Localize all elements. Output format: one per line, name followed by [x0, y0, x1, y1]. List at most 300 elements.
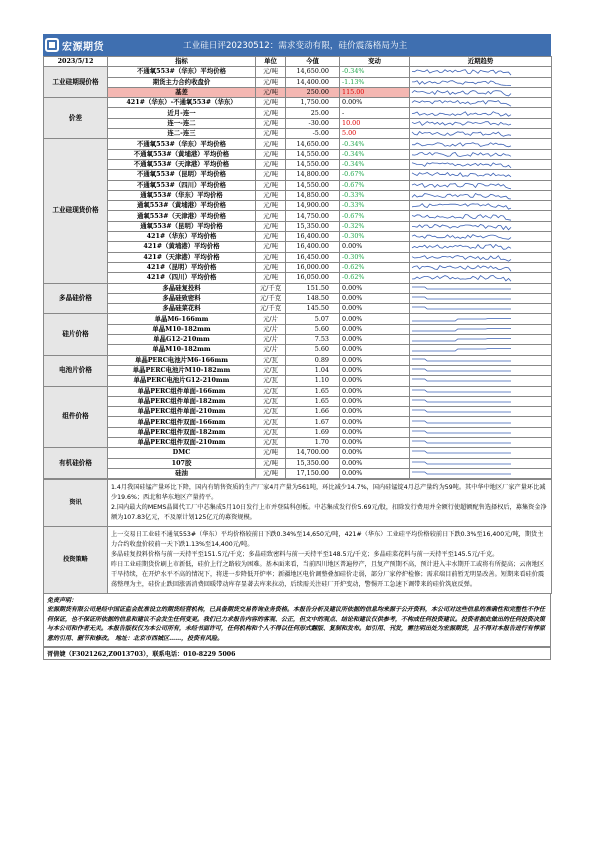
sparkline-line	[412, 307, 511, 309]
unit-cell: 元/吨	[256, 129, 286, 139]
sparkline-line	[412, 235, 511, 240]
unit-cell: 元/吨	[256, 77, 286, 87]
indicator-name: 多晶硅致密料	[108, 293, 256, 303]
sparkline-line	[412, 328, 511, 331]
unit-cell: 元/吨	[256, 87, 286, 97]
table-row	[44, 273, 552, 283]
sparkline-line	[412, 421, 511, 423]
change-cell: -0.34%	[340, 67, 410, 77]
sparkline-chart	[410, 304, 513, 313]
trend-sparkline	[410, 77, 552, 87]
value-cell: 17,150.00	[286, 468, 340, 478]
unit-cell: 元/千克	[256, 304, 286, 314]
sparkline-chart	[410, 253, 513, 262]
sparkline-chart	[410, 356, 513, 365]
disclaimer-text: 宏源期货有限公司是经中国证监会批准设立的期货经营机构，已具备期货交易咨询业务资格。本报告分析及建议所依据的信息均来源于公开资料，本公司对这些信息的准确性和完整性不作任何保证，也不保证所依据的信息和建议不会发生任何变更。我们已力求报告内容的客观、公正，但文中的观点、结论和建议仅供参考，不构成任何投资建议。投资者据此做出的任何投资决策与本公司和作者无关。本报告版权仅为本公司所有，未经书面许可，任何机构和个人不得以任何形式翻版、复制和发布。如引用、刊发，需注明出处为宏源期货，且不得对本报告进行有悖原意的引用、删节和修改。	[47, 606, 546, 642]
trend-sparkline	[410, 87, 552, 97]
table-row	[44, 180, 552, 190]
unit-cell: 元/片	[256, 345, 286, 355]
indicator-name: DMC	[108, 448, 256, 458]
sparkline-line	[412, 369, 511, 371]
sparkline-chart	[410, 418, 513, 427]
value-cell: 14,400.00	[286, 77, 340, 87]
sparkline-chart	[410, 191, 513, 200]
value-cell: -5.00	[286, 129, 340, 139]
strategy-paragraph: 昨日工业硅期货价刷上市新低，硅价上行之路较为困难。基本面来看，当前四川地区普遍停产，且复产预期不高，预计进入丰水期开工或将有所提高；云南地区干旱持续，在开炉水平不高的情况下，将进一步降低开炉率；新疆地区电价调整叠加硅价走弱，部分厂家停炉检修；需求端目前暂无明显改善。短期来看硅价震荡整理为主，硅价止跌回涨需消费回暖带动库存显著去库来拉动，后续需关注硅厂开炉变动，警惕开工急速下调带来的硅价筑底反弹。	[111, 560, 545, 588]
value-cell: 1.65	[286, 396, 340, 406]
change-cell: 115.00	[340, 87, 410, 97]
sparkline-chart	[410, 201, 513, 210]
strategy-paragraph: 多晶硅复投料价格与前一天持平至151.5元/千克；多晶硅致密料与前一天持平至148.5元/千克；多晶硅菜花料与前一天持平至145.5元/千克。	[111, 550, 499, 558]
sparkline-chart	[410, 428, 513, 437]
table-row	[44, 365, 552, 375]
strategy-label: 投资策略	[44, 526, 108, 593]
company-logo	[45, 37, 115, 53]
sparkline-line	[412, 245, 511, 250]
unit-cell: 元/吨	[256, 221, 286, 231]
trend-sparkline	[410, 149, 552, 159]
trend-sparkline	[410, 262, 552, 272]
trend-sparkline	[410, 283, 552, 293]
sparkline-line	[412, 194, 511, 200]
table-row	[44, 283, 552, 293]
change-cell: 0.00%	[340, 407, 410, 417]
indicator-name: 421#（华东）平均价格	[108, 232, 256, 242]
report-page	[43, 34, 551, 660]
category-label: 电池片价格	[44, 355, 108, 386]
unit-cell: 元/吨	[256, 252, 286, 262]
price-table	[43, 56, 552, 479]
indicator-name: 单晶G12-210mm	[108, 335, 256, 345]
trend-sparkline	[410, 365, 552, 375]
indicator-name: 不通氧553#（华东）平均价格	[108, 67, 256, 77]
value-cell: 1.67	[286, 417, 340, 427]
trend-sparkline	[410, 98, 552, 108]
table-row	[44, 232, 552, 242]
unit-cell: 元/瓦	[256, 386, 286, 396]
trend-sparkline	[410, 129, 552, 139]
indicator-name: 单晶PERC组件单面-166mm	[108, 386, 256, 396]
sparkline-chart	[410, 407, 513, 416]
unit-cell: 元/吨	[256, 190, 286, 200]
sparkline-line	[412, 349, 511, 352]
table-row	[44, 201, 552, 211]
change-cell: -0.67%	[340, 180, 410, 190]
sparkline-line	[412, 359, 511, 361]
change-cell: 0.00%	[340, 355, 410, 365]
unit-cell: 元/片	[256, 324, 286, 334]
value-cell: 14,900.00	[286, 201, 340, 211]
sparkline-line	[412, 122, 511, 126]
unit-cell: 元/瓦	[256, 376, 286, 386]
table-header-row	[44, 57, 552, 67]
disclaimer-heading: 免责声明：	[47, 596, 78, 604]
logo-mark-icon	[45, 38, 59, 52]
value-cell: 14,550.00	[286, 149, 340, 159]
table-row	[44, 67, 552, 77]
sparkline-line	[412, 224, 511, 229]
value-cell: 250.00	[286, 87, 340, 97]
sparkline-chart	[410, 212, 513, 221]
category-label: 有机硅价格	[44, 448, 108, 479]
indicator-name: 421#（天津港）平均价格	[108, 252, 256, 262]
change-cell: 0.00%	[340, 335, 410, 345]
unit-cell: 元/吨	[256, 201, 286, 211]
sparkline-line	[412, 142, 511, 146]
category-label: 多晶硅价格	[44, 283, 108, 314]
sparkline-line	[412, 410, 511, 412]
sparkline-chart	[410, 469, 513, 478]
indicator-name: 107胶	[108, 458, 256, 468]
sparkline-chart	[410, 366, 513, 375]
indicator-name: 单晶PERC电池片M6-166mm	[108, 355, 256, 365]
value-cell: 1.04	[286, 365, 340, 375]
change-cell: -0.67%	[340, 170, 410, 180]
disclaimer	[43, 594, 551, 647]
value-cell: 15,350.00	[286, 458, 340, 468]
news-paragraph: 1.4月我国硅锰产量环比下降，国内有销售资质的生产厂家4月产量为561吨，环比减少14.7%，国内硅锰锭4月总产量约为59吨。其中华中地区厂家产量环比减少19.6%；西北和华东地区产量持平。	[111, 483, 546, 501]
sparkline-chart	[410, 284, 513, 293]
sparkline-chart	[410, 335, 513, 344]
change-cell: -0.33%	[340, 201, 410, 211]
trend-sparkline	[410, 345, 552, 355]
sparkline-chart	[410, 109, 513, 118]
change-cell: -0.62%	[340, 273, 410, 283]
change-cell: -	[340, 108, 410, 118]
trend-sparkline	[410, 211, 552, 221]
table-row	[44, 355, 552, 365]
unit-cell: 元/千克	[256, 293, 286, 303]
change-cell: 0.00%	[340, 324, 410, 334]
table-row	[44, 262, 552, 272]
indicator-name: 不通氧553#（黄埔港）平均价格	[108, 149, 256, 159]
disclaimer-tail: 地址：北京市西城区……，投资有风险。	[115, 634, 224, 642]
unit-cell: 元/瓦	[256, 365, 286, 375]
sparkline-chart	[410, 273, 513, 282]
trend-sparkline	[410, 180, 552, 190]
trend-sparkline	[410, 190, 552, 200]
indicator-name: 近月-连一	[108, 108, 256, 118]
indicator-name: 单晶M6-166mm	[108, 314, 256, 324]
sparkline-chart	[410, 160, 513, 169]
strategy-content	[108, 526, 552, 593]
unit-cell: 元/吨	[256, 211, 286, 221]
change-cell: -0.34%	[340, 159, 410, 169]
sparkline-line	[412, 451, 511, 453]
sparkline-line	[412, 214, 511, 220]
logo-text: 宏源期货	[62, 41, 104, 53]
trend-sparkline	[410, 108, 552, 118]
sparkline-chart	[410, 119, 513, 128]
indicator-name: 通氧553#（昆明）平均价格	[108, 221, 256, 231]
trend-sparkline	[410, 437, 552, 447]
value-cell: 14,550.00	[286, 159, 340, 169]
trend-sparkline	[410, 427, 552, 437]
unit-cell: 元/瓦	[256, 355, 286, 365]
value-cell: 14,650.00	[286, 139, 340, 149]
sparkline-line	[412, 91, 511, 96]
sparkline-chart	[410, 140, 513, 149]
table-row	[44, 159, 552, 169]
value-cell: 25.00	[286, 108, 340, 118]
trend-sparkline	[410, 407, 552, 417]
indicator-name: 基差	[108, 87, 256, 97]
trend-sparkline	[410, 448, 552, 458]
value-cell: 14,700.00	[286, 448, 340, 458]
sparkline-line	[412, 318, 511, 321]
table-row	[44, 314, 552, 324]
value-cell: 14,850.00	[286, 190, 340, 200]
col-unit: 单位	[256, 57, 286, 67]
sparkline-chart	[410, 263, 513, 272]
change-cell: 0.00%	[340, 98, 410, 108]
value-cell: 7.53	[286, 335, 340, 345]
sparkline-chart	[410, 387, 513, 396]
change-cell: -0.30%	[340, 252, 410, 262]
trend-sparkline	[410, 386, 552, 396]
value-cell: 1.65	[286, 386, 340, 396]
indicator-name: 单晶PERC电池片G12-210mm	[108, 376, 256, 386]
indicator-name: 421#（四川）平均价格	[108, 273, 256, 283]
trend-sparkline	[410, 324, 552, 334]
col-date: 2023/5/12	[44, 57, 108, 67]
sparkline-chart	[410, 181, 513, 190]
indicator-name: 不通氧553#（四川）平均价格	[108, 180, 256, 190]
sparkline-chart	[410, 222, 513, 231]
sparkline-line	[412, 276, 511, 282]
unit-cell: 元/吨	[256, 98, 286, 108]
change-cell: 0.00%	[340, 314, 410, 324]
sparkline-chart	[410, 98, 513, 107]
category-label: 硅片价格	[44, 314, 108, 355]
table-row	[44, 87, 552, 97]
unit-cell: 元/吨	[256, 159, 286, 169]
unit-cell: 元/吨	[256, 67, 286, 77]
sparkline-chart	[410, 459, 513, 468]
value-cell: 14,800.00	[286, 170, 340, 180]
value-cell: 16,000.00	[286, 262, 340, 272]
sparkline-line	[412, 339, 511, 342]
sparkline-chart	[410, 325, 513, 334]
trend-sparkline	[410, 293, 552, 303]
sparkline-line	[412, 173, 511, 177]
unit-cell: 元/吨	[256, 232, 286, 242]
news-label: 资讯	[44, 479, 108, 526]
sparkline-chart	[410, 78, 513, 87]
change-cell: 0.00%	[340, 293, 410, 303]
change-cell: 5.00	[340, 129, 410, 139]
col-indicator: 指标	[108, 57, 256, 67]
unit-cell: 元/吨	[256, 180, 286, 190]
value-cell: 148.50	[286, 293, 340, 303]
change-cell: 0.00%	[340, 345, 410, 355]
sparkline-line	[412, 80, 511, 85]
category-label: 工业硅期现价格	[44, 67, 108, 98]
change-cell: -0.33%	[340, 190, 410, 200]
table-row	[44, 407, 552, 417]
indicator-name: 通氧553#（华东）平均价格	[108, 190, 256, 200]
change-cell: -0.34%	[340, 149, 410, 159]
sparkline-chart	[410, 232, 513, 241]
table-row	[44, 211, 552, 221]
change-cell: 0.00%	[340, 458, 410, 468]
indicator-name: 多晶硅复投料	[108, 283, 256, 293]
table-row	[44, 190, 552, 200]
indicator-name: 通氧553#（天津港）平均价格	[108, 211, 256, 221]
sparkline-chart	[410, 150, 513, 159]
table-row	[44, 396, 552, 406]
trend-sparkline	[410, 242, 552, 252]
indicator-name: 单晶PERC电池片M10-182mm	[108, 365, 256, 375]
sparkline-line	[412, 183, 511, 188]
category-label: 价差	[44, 98, 108, 139]
table-row	[44, 139, 552, 149]
change-cell: 0.00%	[340, 283, 410, 293]
value-cell: 16,450.00	[286, 252, 340, 262]
table-row	[44, 118, 552, 128]
sparkline-chart	[410, 170, 513, 179]
table-row	[44, 448, 552, 458]
sparkline-chart	[410, 345, 513, 354]
value-cell: 14,750.00	[286, 211, 340, 221]
sparkline-line	[412, 390, 511, 392]
change-cell: -1.13%	[340, 77, 410, 87]
change-cell: -0.34%	[340, 139, 410, 149]
table-row	[44, 149, 552, 159]
unit-cell: 元/吨	[256, 468, 286, 478]
unit-cell: 元/片	[256, 314, 286, 324]
value-cell: 1.70	[286, 437, 340, 447]
sparkline-line	[412, 163, 511, 168]
value-cell: 1.69	[286, 427, 340, 437]
table-row	[44, 345, 552, 355]
value-cell: 14,650.00	[286, 67, 340, 77]
sparkline-chart	[410, 242, 513, 251]
indicator-name: 单晶PERC组件双面-182mm	[108, 427, 256, 437]
trend-sparkline	[410, 67, 552, 77]
sparkline-line	[412, 132, 511, 137]
sparkline-line	[412, 111, 511, 116]
table-row	[44, 77, 552, 87]
category-label: 组件价格	[44, 386, 108, 448]
value-cell: 151.50	[286, 283, 340, 293]
sparkline-line	[412, 287, 511, 289]
table-row	[44, 324, 552, 334]
strategy-paragraph: 上一交易日工业硅不通氧553#（华东）平均价格较前日下跌0.34%至14,650元/吨，421#（华东）工业硅平均价格较前日下跌0.3%至16,400元/吨，期货主力合约收盘价较前一天下跌1.13%至14,400元/吨。	[111, 530, 544, 548]
table-row	[44, 437, 552, 447]
unit-cell: 元/瓦	[256, 417, 286, 427]
table-row	[44, 386, 552, 396]
sparkline-chart	[410, 67, 513, 76]
unit-cell: 元/瓦	[256, 427, 286, 437]
unit-cell: 元/吨	[256, 108, 286, 118]
trend-sparkline	[410, 170, 552, 180]
unit-cell: 元/吨	[256, 242, 286, 252]
table-row	[44, 170, 552, 180]
change-cell: 0.00%	[340, 304, 410, 314]
change-cell: -0.32%	[340, 221, 410, 231]
value-cell: 16,050.00	[286, 273, 340, 283]
change-cell: -0.67%	[340, 211, 410, 221]
analyst-contact: 胥倩婕（F3021262,Z0013703），联系电话：010-8229 5006	[43, 647, 551, 660]
unit-cell: 元/吨	[256, 273, 286, 283]
sparkline-chart	[410, 315, 513, 324]
trend-sparkline	[410, 355, 552, 365]
unit-cell: 元/瓦	[256, 407, 286, 417]
value-cell: -30.00	[286, 118, 340, 128]
strategy-row	[44, 526, 552, 593]
table-row	[44, 129, 552, 139]
table-row	[44, 252, 552, 262]
indicator-name: 单晶PERC组件双面-166mm	[108, 417, 256, 427]
sparkline-line	[412, 441, 511, 443]
indicator-name: 单晶PERC组件双面-210mm	[108, 437, 256, 447]
unit-cell: 元/吨	[256, 448, 286, 458]
table-row	[44, 335, 552, 345]
change-cell: -0.30%	[340, 232, 410, 242]
sparkline-line	[412, 379, 511, 381]
change-cell: 0.00%	[340, 448, 410, 458]
trend-sparkline	[410, 139, 552, 149]
indicator-name: 单晶M10-182mm	[108, 324, 256, 334]
table-row	[44, 376, 552, 386]
table-row	[44, 293, 552, 303]
trend-sparkline	[410, 468, 552, 478]
table-row	[44, 221, 552, 231]
table-row	[44, 108, 552, 118]
trend-sparkline	[410, 252, 552, 262]
indicator-name: 421#（华东）-不通氧553#（华东）	[108, 98, 256, 108]
indicator-name: 单晶PERC组件单面-210mm	[108, 407, 256, 417]
indicator-name: 不通氧553#（天津港）平均价格	[108, 159, 256, 169]
news-paragraph: 2.国内最大的MEMS晶圆代工厂中芯集成5月10日发行上市并登陆科创板。中芯集成发行价5.69元/股，扣除发行费用并全额行使超额配售选择权后，募集资金净额为107.83亿元，不及原计划125亿元的募资规模。	[111, 503, 547, 521]
trend-sparkline	[410, 159, 552, 169]
unit-cell: 元/瓦	[256, 396, 286, 406]
indicator-name: 硅油	[108, 468, 256, 478]
indicator-name: 421#（昆明）平均价格	[108, 262, 256, 272]
unit-cell: 元/吨	[256, 118, 286, 128]
value-cell: 14,550.00	[286, 180, 340, 190]
sparkline-chart	[410, 376, 513, 385]
value-cell: 1.10	[286, 376, 340, 386]
unit-cell: 元/吨	[256, 149, 286, 159]
news-row	[44, 479, 552, 526]
sparkline-chart	[410, 397, 513, 406]
value-cell: 5.60	[286, 324, 340, 334]
sparkline-line	[412, 400, 511, 402]
trend-sparkline	[410, 417, 552, 427]
unit-cell: 元/吨	[256, 262, 286, 272]
change-cell: 0.00%	[340, 437, 410, 447]
value-cell: 5.60	[286, 345, 340, 355]
indicator-name: 不通氧553#（昆明）平均价格	[108, 170, 256, 180]
col-trend: 近期趋势	[410, 57, 552, 67]
sparkline-chart	[410, 129, 513, 138]
value-cell: 0.89	[286, 355, 340, 365]
trend-sparkline	[410, 118, 552, 128]
unit-cell: 元/瓦	[256, 437, 286, 447]
unit-cell: 元/吨	[256, 170, 286, 180]
unit-cell: 元/片	[256, 335, 286, 345]
change-cell: 0.00%	[340, 427, 410, 437]
sparkline-chart	[410, 294, 513, 303]
table-row	[44, 417, 552, 427]
table-row	[44, 304, 552, 314]
sparkline-line	[412, 204, 511, 209]
sparkline-chart	[410, 88, 513, 97]
indicator-name: 多晶硅菜花料	[108, 304, 256, 314]
indicator-name: 连一-连二	[108, 118, 256, 128]
